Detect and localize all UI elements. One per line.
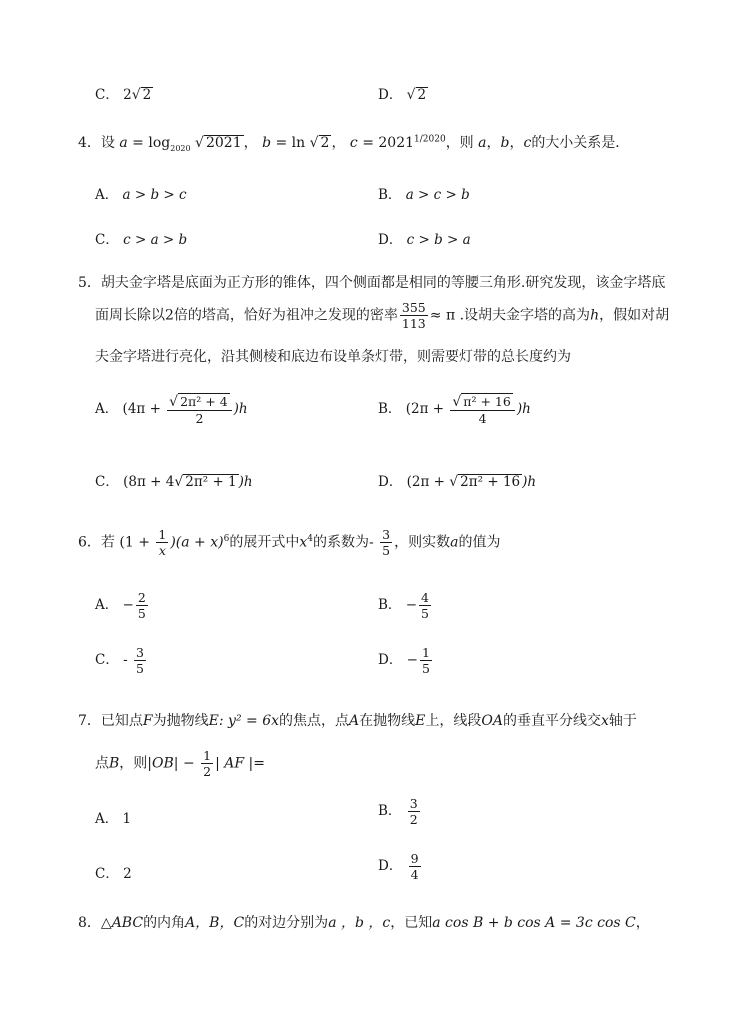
q6-option-c xyxy=(95,645,148,676)
sides: a ，b ，c xyxy=(328,915,391,931)
sign: − xyxy=(405,597,418,613)
q4-option-a xyxy=(95,183,187,203)
var-F: F xyxy=(142,713,153,729)
radical-sign: √ xyxy=(169,394,179,410)
text: 胡夫金字塔是底面为正方形的锥体，四个侧面都是相同的等腰三角形.研究发现，该金字塔底 xyxy=(100,275,666,291)
fraction xyxy=(400,300,428,331)
radical-sign: √ xyxy=(449,474,459,490)
var-a: a xyxy=(450,534,459,551)
text: 点 xyxy=(95,755,109,772)
text: (2π + xyxy=(406,474,450,490)
text: ，则实数 xyxy=(394,534,451,551)
numerator: 355 xyxy=(401,300,426,315)
question-number: 8． xyxy=(78,915,101,931)
text: (8π + 4 xyxy=(123,474,175,490)
fraction xyxy=(167,393,231,426)
numerator: 4 xyxy=(421,590,429,605)
denominator: 2 xyxy=(203,764,212,779)
radical-sign: √ xyxy=(406,87,416,103)
radicand: 2π² + 16 xyxy=(460,474,521,490)
parabola-eq: : y² = 6x xyxy=(218,713,279,729)
text: (2π + xyxy=(405,401,449,417)
q6-option-d xyxy=(378,645,434,676)
var-c: c xyxy=(349,135,358,151)
log-base: 2020 xyxy=(170,143,191,153)
option-label: C． xyxy=(95,232,119,248)
radicand: 2π² + 1 xyxy=(185,474,237,490)
text: 轴于 xyxy=(608,713,637,729)
equation: a cos B + b cos A = 3c cos C xyxy=(432,915,636,931)
option-label: D． xyxy=(378,858,403,874)
fraction xyxy=(408,796,420,827)
text: 的值为 xyxy=(458,534,501,551)
var-b: b xyxy=(262,135,272,151)
numerator: 1 xyxy=(203,748,212,763)
q4-option-c xyxy=(95,228,187,248)
text: )h xyxy=(516,401,531,417)
text: (4π + xyxy=(122,401,166,417)
text: 设 xyxy=(100,135,115,151)
denominator: 5 xyxy=(382,543,391,558)
numerator: 1 xyxy=(158,527,167,542)
question-7-line-2 xyxy=(95,748,265,779)
text: 已知点 xyxy=(100,713,143,729)
option-label: B． xyxy=(378,597,402,613)
var-E: E xyxy=(415,713,426,729)
option-expr: a > c > b xyxy=(405,187,470,203)
question-number: 5． xyxy=(78,275,101,291)
text: ， xyxy=(509,135,524,151)
var-b: b xyxy=(500,135,510,151)
radicand: π² + 16 xyxy=(463,394,511,409)
text: ，则 xyxy=(119,755,148,772)
fraction xyxy=(136,590,148,621)
text: ， xyxy=(635,915,650,931)
radical-sign: √ xyxy=(309,135,319,151)
radicand: 2 xyxy=(417,87,427,103)
text: 的对边分别为 xyxy=(244,915,329,931)
question-number: 7． xyxy=(78,713,101,729)
text: (1 + xyxy=(119,534,155,551)
q4-option-b xyxy=(378,183,470,203)
text: 在抛物线 xyxy=(359,713,416,729)
question-number: 6． xyxy=(78,534,101,551)
text: ，已知 xyxy=(390,915,433,931)
radical-sign: √ xyxy=(452,394,462,410)
text: 的大小关系是． xyxy=(531,135,630,151)
expr: |OB| − xyxy=(147,755,200,772)
text: 的垂直平分线交 xyxy=(502,713,601,729)
fraction xyxy=(156,527,168,558)
var-c: c xyxy=(523,135,532,151)
denominator: 4 xyxy=(410,867,419,882)
var-h: h xyxy=(590,307,600,324)
q5-option-b xyxy=(378,393,531,426)
option-value: 2 xyxy=(123,866,132,882)
text: 的内角 xyxy=(143,915,186,931)
option-label: D． xyxy=(378,474,403,490)
question-6-stem xyxy=(78,527,500,558)
fraction xyxy=(134,645,146,676)
fraction xyxy=(380,527,392,558)
option-label: B． xyxy=(378,401,402,417)
text: 的焦点，点 xyxy=(279,713,349,729)
q4-option-d xyxy=(378,228,471,248)
denominator: 113 xyxy=(401,316,426,331)
option-label: A． xyxy=(95,401,119,417)
text: = ln xyxy=(271,135,310,151)
option-label: A． xyxy=(95,811,119,827)
option-label: C． xyxy=(95,474,119,490)
q7-option-c xyxy=(95,862,132,882)
text: 若 xyxy=(100,534,115,551)
question-4-stem xyxy=(78,132,629,153)
sign: - xyxy=(123,652,132,668)
q7-option-a xyxy=(95,807,131,827)
fraction xyxy=(201,748,213,779)
exponent: 6 xyxy=(223,533,230,544)
exponent: 4 xyxy=(307,533,313,544)
text: ，假如对胡 xyxy=(599,307,670,324)
text: 夫金字塔进行亮化，沿其侧棱和底边布设单条灯带，则需要灯带的总长度约为 xyxy=(95,349,571,365)
numerator xyxy=(450,393,514,411)
radicand: 2 xyxy=(142,87,152,103)
var-OA: OA xyxy=(481,713,503,729)
question-8-stem xyxy=(78,912,650,932)
q5-option-d xyxy=(378,470,536,490)
denominator: 2 xyxy=(409,812,418,827)
option-value: 1 xyxy=(122,811,132,827)
option-label: C． xyxy=(95,866,119,882)
option-expr: c > a > b xyxy=(123,232,188,248)
q3-option-d xyxy=(378,83,428,103)
triangle: △ABC xyxy=(100,915,144,931)
text: ， xyxy=(486,135,501,151)
text: )h xyxy=(238,474,253,490)
numerator xyxy=(167,393,231,411)
denominator: 5 xyxy=(421,661,430,676)
text: = 2021 xyxy=(357,135,415,151)
expr: | AF |= xyxy=(215,755,265,772)
fraction xyxy=(420,645,432,676)
text: 的展开式中 xyxy=(229,534,300,551)
option-label: D． xyxy=(378,652,403,668)
option-expr: c > b > a xyxy=(406,232,471,248)
question-5-line-3 xyxy=(95,346,571,366)
q5-option-a xyxy=(95,393,248,426)
text: 为抛物线 xyxy=(152,713,209,729)
var-B: B xyxy=(109,755,120,772)
numerator: 1 xyxy=(421,645,430,660)
text: ，则 xyxy=(445,135,474,151)
angles: A，B，C xyxy=(185,915,245,931)
text: 面周长除以2倍的塔高，恰好为祖冲之发现的密率 xyxy=(95,307,398,324)
question-7-line-1 xyxy=(78,710,637,730)
option-label: C． xyxy=(95,87,119,103)
q3-option-c xyxy=(95,83,153,103)
option-expr: a > b > c xyxy=(122,187,187,203)
text: 上，线段 xyxy=(425,713,482,729)
radical-sign: √ xyxy=(131,87,141,103)
question-5-line-1 xyxy=(78,272,665,292)
radicand: 2021 xyxy=(205,135,242,151)
q5-option-c xyxy=(95,470,253,490)
text: ， xyxy=(243,135,258,151)
numerator: 3 xyxy=(382,527,391,542)
option-label: B． xyxy=(378,187,402,203)
q6-option-a xyxy=(95,590,150,621)
numerator: 9 xyxy=(410,851,419,866)
option-label: B． xyxy=(378,803,402,819)
var-x: x xyxy=(299,534,308,551)
denominator: 5 xyxy=(137,606,146,621)
denominator: 4 xyxy=(478,411,487,426)
text: ≈ π .设胡夫金字塔的高为 xyxy=(429,307,591,324)
fraction xyxy=(419,590,431,621)
radicand: 2 xyxy=(320,135,330,151)
option-label: D． xyxy=(378,232,403,248)
text: = log xyxy=(127,135,171,151)
var-A: A xyxy=(349,713,360,729)
option-coef: 2 xyxy=(123,87,132,103)
option-label: D． xyxy=(378,87,403,103)
var-E: E xyxy=(208,713,219,729)
text: )h xyxy=(233,401,248,417)
q7-option-d xyxy=(378,851,423,882)
text: )(a + x) xyxy=(170,534,224,551)
option-label: C． xyxy=(95,652,119,668)
question-5-line-2 xyxy=(95,300,669,331)
numerator: 3 xyxy=(409,796,418,811)
sign: − xyxy=(122,597,134,613)
radical-sign: √ xyxy=(195,135,204,151)
q6-option-b xyxy=(378,590,433,621)
denominator: x xyxy=(158,543,166,558)
var-a: a xyxy=(119,135,128,151)
text: 的系数为- xyxy=(312,534,379,551)
denominator: 2 xyxy=(195,411,204,426)
q7-option-b xyxy=(378,796,422,827)
sign: − xyxy=(406,652,418,668)
text: ， xyxy=(331,135,346,151)
var-x: x xyxy=(600,713,609,729)
question-number: 4． xyxy=(78,135,101,151)
radical-sign: √ xyxy=(174,474,184,490)
denominator: 5 xyxy=(421,606,429,621)
radicand: 2π² + 4 xyxy=(180,394,228,409)
fraction xyxy=(409,851,421,882)
numerator: 3 xyxy=(136,645,144,660)
option-label: A． xyxy=(95,187,119,203)
text: )h xyxy=(522,474,537,490)
fraction xyxy=(450,393,514,426)
exponent: 1/2020 xyxy=(414,134,446,145)
var-a: a xyxy=(478,135,487,151)
denominator: 5 xyxy=(136,661,144,676)
option-label: A． xyxy=(95,597,119,613)
numerator: 2 xyxy=(137,590,146,605)
